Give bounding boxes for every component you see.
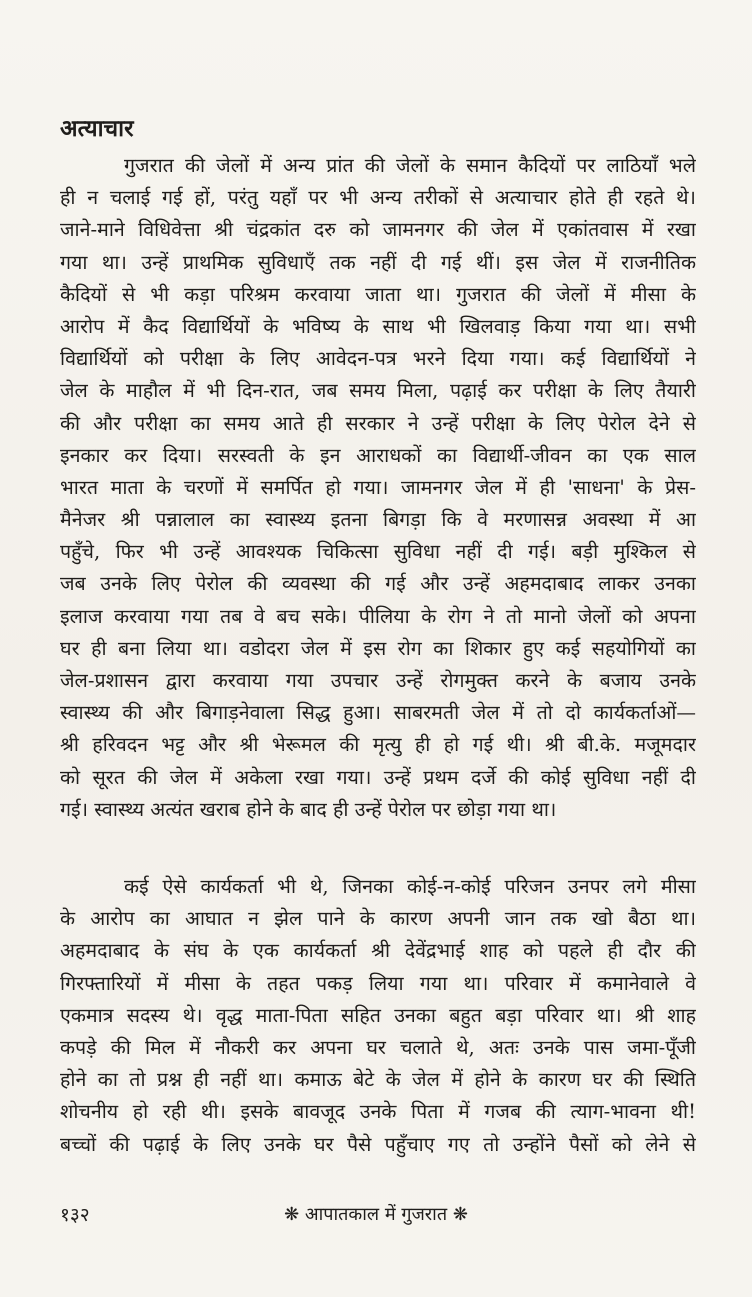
text-line: को सूरत की जेल में अकेला रखा गया। उन्हें प्रथम दर्जे की कोई सुविधा नहीं दी xyxy=(60,765,696,789)
text-line: के आरोप का आघात न झेल पाने के कारण अपनी जान तक खो बैठा था। xyxy=(60,907,696,931)
text-line: गई। स्वास्थ्य अत्यंत खराब होने के बाद ही उन्हें पेरोल पर छोड़ा गया था। xyxy=(60,797,557,821)
text-line: होने का तो प्रश्न ही नहीं था। कमाऊ बेटे के जेल में होने के कारण घर की स्थिति xyxy=(60,1068,696,1092)
text-line: श्री हरिवदन भट्ट और श्री भेरूमल की मृत्यु ही हो गई थी। श्री बी.के. मजूमदार xyxy=(60,733,696,757)
text-line: आरोप में कैद विद्यार्थियों के भविष्य के साथ भी खिलवाड़ किया गया था। सभी xyxy=(60,314,696,338)
section-heading: अत्याचार xyxy=(60,115,134,142)
running-title: ❋ आपातकाल में गुजरात ❋ xyxy=(284,1204,468,1225)
text-line: एकमात्र सदस्य थे। वृद्ध माता-पिता सहित उनका बहुत बड़ा परिवार था। श्री शाह xyxy=(60,1003,696,1027)
paragraph-1 xyxy=(60,150,696,826)
text-line: जेल के माहौल में भी दिन-रात, जब समय मिला, पढ़ाई कर परीक्षा के लिए तैयारी xyxy=(60,379,696,403)
text-line: इलाज करवाया गया तब वे बच सके। पीलिया के रोग ने तो मानो जेलों को अपना xyxy=(60,604,696,628)
text-line: गिरफ्तारियों में मीसा के तहत पकड़ लिया गया था। परिवार में कमानेवाले वे xyxy=(60,971,696,995)
text-line: विद्यार्थियों को परीक्षा के लिए आवेदन-पत्र भरने दिया गया। कई विद्यार्थियों ने xyxy=(60,347,696,371)
text-line: कैदियों से भी कड़ा परिश्रम करवाया जाता था। गुजरात की जेलों में मीसा के xyxy=(60,282,696,306)
text-line: बच्चों की पढ़ाई के लिए उनके घर पैसे पहुँचाए गए तो उन्होंने पैसों को लेने से xyxy=(60,1132,696,1156)
text-line: इनकार कर दिया। सरस्वती के इन आराधकों का विद्यार्थी-जीवन का एक साल xyxy=(60,443,696,467)
text-line: गया था। उन्हें प्राथमिक सुविधाएँ तक नहीं दी गई थीं। इस जेल में राजनीतिक xyxy=(60,250,696,274)
text-line: घर ही बना लिया था। वडोदरा जेल में इस रोग का शिकार हुए कई सहयोगियों का xyxy=(60,636,696,660)
page-number: १३२ xyxy=(60,1204,90,1226)
text-line: भारत माता के चरणों में समर्पित हो गया। जामनगर जेल में ही 'साधना' के प्रेस- xyxy=(60,475,696,499)
text-line: ही न चलाई गई हों, परंतु यहाँ पर भी अन्य तरीकों से अत्याचार होते ही रहते थे। xyxy=(60,186,696,210)
paragraph-2 xyxy=(60,871,696,1161)
text-line: कई ऐसे कार्यकर्ता भी थे, जिनका कोई-न-कोई परिजन उनपर लगे मीसा xyxy=(124,875,696,898)
text-line: मैनेजर श्री पन्नालाल का स्वास्थ्य इतना बिगड़ा कि वे मरणासन्न अवस्था में आ xyxy=(60,508,696,532)
text-line: अहमदाबाद के संघ के एक कार्यकर्ता श्री देवेंद्रभाई शाह को पहले ही दौर की xyxy=(60,939,696,963)
text-line: की और परीक्षा का समय आते ही सरकार ने उन्हें परीक्षा के लिए पेरोल देने से xyxy=(60,411,696,435)
text-line: जाने-माने विधिवेत्ता श्री चंद्रकांत दरु को जामनगर की जेल में एकांतवास में रखा xyxy=(60,218,696,242)
text-line: जब उनके लिए पेरोल की व्यवस्था की गई और उन्हें अहमदाबाद लाकर उनका xyxy=(60,572,696,596)
text-line: कपड़े की मिल में नौकरी कर अपना घर चलाते थे, अतः उनके पास जमा-पूँजी xyxy=(60,1035,696,1059)
text-line: स्वास्थ्य की और बिगाड़नेवाला सिद्ध हुआ। साबरमती जेल में तो दो कार्यकर्ताओं— xyxy=(60,701,696,725)
text-line: गुजरात की जेलों में अन्य प्रांत की जेलों के समान कैदियों पर लाठियाँ भले xyxy=(124,154,696,177)
text-line: शोचनीय हो रही थी। इसके बावजूद उनके पिता में गजब की त्याग-भावना थी! xyxy=(60,1100,696,1124)
text-line: जेल-प्रशासन द्वारा करवाया गया उपचार उन्हें रोगमुक्त करने के बजाय उनके xyxy=(60,669,696,692)
text-line: पहुँचे, फिर भी उन्हें आवश्यक चिकित्सा सुविधा नहीं दी गई। बड़ी मुश्किल से xyxy=(60,540,696,564)
